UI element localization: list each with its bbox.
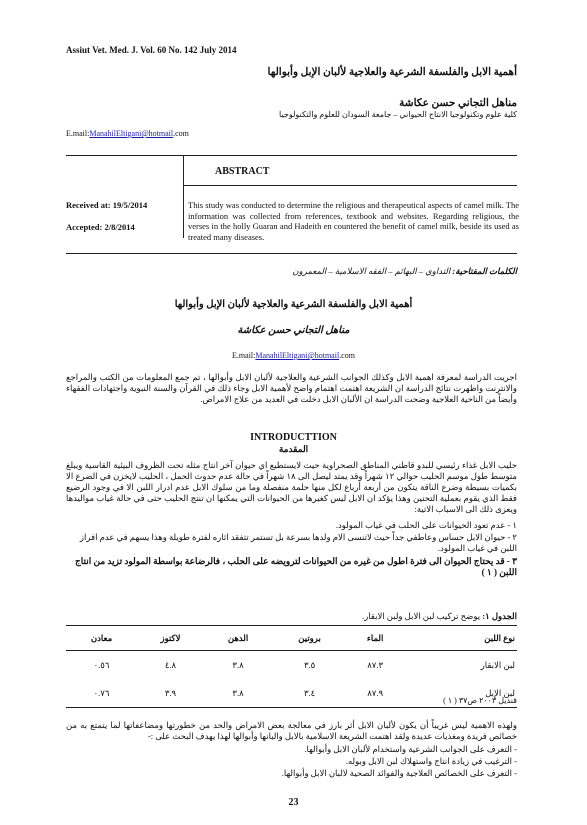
- table-cell: ٣.٩: [137, 679, 204, 708]
- header-protein: بروتين: [272, 626, 347, 651]
- table-citation: قنديل ٢٠٠٣ ص٣٧ ( ١ ): [443, 696, 517, 705]
- table-cell: ٣.٨: [204, 679, 272, 708]
- table-cell: ٠.٥٦: [93, 659, 110, 670]
- email-suffix: .com: [173, 129, 189, 138]
- email-line: [66, 129, 189, 138]
- arabic-author-repeat: مناهل التجاني حسن عكاشة: [237, 325, 350, 336]
- introduction-heading-ar: المقدمة: [278, 444, 309, 454]
- email-prefix: E.mail:: [66, 129, 90, 138]
- table-cell: ٣.٨: [232, 659, 244, 670]
- table-cell: ٣.٥: [303, 659, 316, 670]
- abstract-divider: [183, 155, 184, 238]
- table-cell: لبن الابقار: [480, 659, 515, 670]
- arabic-author: مناهل التجاني حسن عكاشة: [399, 98, 517, 109]
- table-cell: ٠.٧٦: [66, 679, 137, 708]
- email-link[interactable]: ManahilEltigani@hotmail: [255, 351, 340, 360]
- table-cell: ٨٧.٩: [347, 679, 403, 708]
- introduction-paragraph: حليب الابل غذاء رئيسي للبدو قاطني المناطق الصحراوية حيث لايستطيع اي حيوان آخر انتاج مثله تحت الظروف البيئية القاسية ويبلغ متوسط طول موسم الحليب حوالي ١٢ شهراً وقد يمتد ليصل الى ١٨ شهراً في حالة عدم حدوث الحمل ، الحليب لايخزن في الضرع الا بكميات بسيطة وضرع الناقة يتكون من أربعة أرباع لكل منها حلمة منفصلة وما من سلوك الابل عدم ادرار اللبن الا في وجود الرضيع فقط الذي يقوم بعملية التحنين وهذا يؤكد ان الابل ليس كغيرها من الحيوانات التي يمكنها ان تنتج الحليب حتى في حالة غياب مواليدها ويعزى ذلك الى الاسباب الاتية:: [66, 460, 517, 514]
- abstract-heading-rule: [183, 185, 517, 186]
- keywords-text: التداوي – البهائم – الفقه الاسلامية – المعمرون: [292, 266, 451, 276]
- table-title-label: الجدول ١:: [482, 611, 517, 621]
- closing-paragraph: ولهذه الاهمية ليس غريباً أن يكون لألبان الابل أثر بارز في معالجة بعض الامراض والحد من خطورتها ومضاعفاتها لما يتمتع به من خصائص فريدة ومغذيات عديدة ولقد اهتمت الشريعة الاسلامية بالابل والبانها وأبوالها لهذا يهدف البحث على :-: [66, 720, 517, 741]
- introduction-heading: INTRODUCTTION: [250, 432, 337, 443]
- table-cell: ٨٧.٣: [367, 659, 384, 670]
- intro-list-item-2: ٢ - حيوان الابل حساس وعاطفي جداً حيث لاتنسى الام ولدها بسرعة بل تستمر تتفقد اثاره لفترة طويلة وهذا يسهم في عدم افراز اللبن في غياب المولود.: [79, 532, 517, 553]
- table-cell: لبن الإبل: [403, 679, 517, 708]
- page-number: 23: [288, 797, 299, 808]
- received-date: Received at: 19/5/2014: [66, 200, 148, 210]
- abstract-bottom-rule: [66, 253, 517, 254]
- arabic-title: أهمية الابل والفلسفة الشرعية والعلاجية لألبان الإبل وأبوالها: [267, 67, 517, 78]
- header-fat: الدهن: [204, 626, 272, 651]
- keywords-label: الكلمات المفتاحية:: [452, 266, 517, 276]
- accepted-date: Accepted: 2/8/2014: [66, 222, 135, 232]
- header-milk-type: نوع اللبن: [403, 626, 517, 651]
- table-header-row: [66, 626, 517, 651]
- header-lactose: لاكتوز: [137, 626, 204, 651]
- arabic-title-repeat: أهمية الابل والفلسفة الشرعية والعلاجية لألبان الإبل وأبوالها: [174, 299, 413, 310]
- abstract-text: This study was conducted to determine the religious and therapeutical aspects of camel milk. The information was collected from references, textbook and websites. Regarding religious, the verses in the holly Guaran and Hadeith en countered the benefit of camel milk, beside its used as treated many diseases.: [188, 200, 520, 242]
- closing-list-item-1: - التعرف على الجوانب الشرعية واستخدام لألبان الابل وأبوالها.: [304, 744, 517, 754]
- table-title-text: يوضح تركيب لبن الابل ولبن الابقار.: [361, 611, 481, 621]
- arabic-abstract: اجريت الدراسة لمعرفة اهمية الابل وكذلك الجوانب الشرعية والعلاجية لألبان الابل وأبوالها ، تم جمع المعلومات من الكتب والمراجع والانترنت واظهرت نتائج الدراسة ان الشريعة اهتمت اهتمام واضح لأهمية الابل وجاء ذلك في القرآن والسنة النبوية واجتهادات الفقهاء وأيضاً من الناحية العلاجية وضحت الدراسة ان الألبان الابل دخلت في العديد من علاج الامراض.: [66, 372, 517, 404]
- arabic-affiliation: كلية علوم وتكنولوجيا الانتاج الحيواني – جامعة السودان للعلوم والتكنولوجيا: [279, 110, 517, 119]
- intro-list-item-3: ٣ - قد يحتاج الحيوان الى فترة اطول من غيره من الحيوانات لترويضه على الحلب ، فالرضاعة بواسطة المولود تزيد من انتاج اللبن ( ١ ): [74, 556, 517, 577]
- table-cell: ٣.٤: [272, 679, 347, 708]
- table-title: [362, 611, 517, 622]
- closing-list-item-2: - الترغيب في زيادة انتاج واستهلاك لبن الابل وبوله.: [345, 756, 517, 766]
- header-water: الماء: [347, 626, 403, 651]
- keywords-ar: [292, 266, 517, 277]
- email-link[interactable]: ManahilEltigani@hotmail: [89, 129, 174, 138]
- abstract-heading: ABSTRACT: [215, 166, 270, 177]
- table-cell: ٤.٨: [164, 659, 177, 670]
- email-suffix: .com: [339, 351, 355, 360]
- email-prefix: E.mail:: [232, 351, 256, 360]
- journal-header: Assiut Vet. Med. J. Vol. 60 No. 142 July 2014: [66, 45, 237, 55]
- abstract-top-rule: [66, 155, 517, 156]
- closing-list-item-3: - التعرف على الخصائص العلاجية والفوائد الصحية لالبان الابل وأبوالها.: [281, 768, 517, 778]
- intro-list-item-1: ١ - عدم تعود الحيوانات على الحلب في غياب المولود.: [335, 520, 517, 530]
- email-line-repeat: [0, 351, 587, 360]
- header-minerals: معادن: [66, 626, 137, 651]
- table-row: [66, 651, 517, 680]
